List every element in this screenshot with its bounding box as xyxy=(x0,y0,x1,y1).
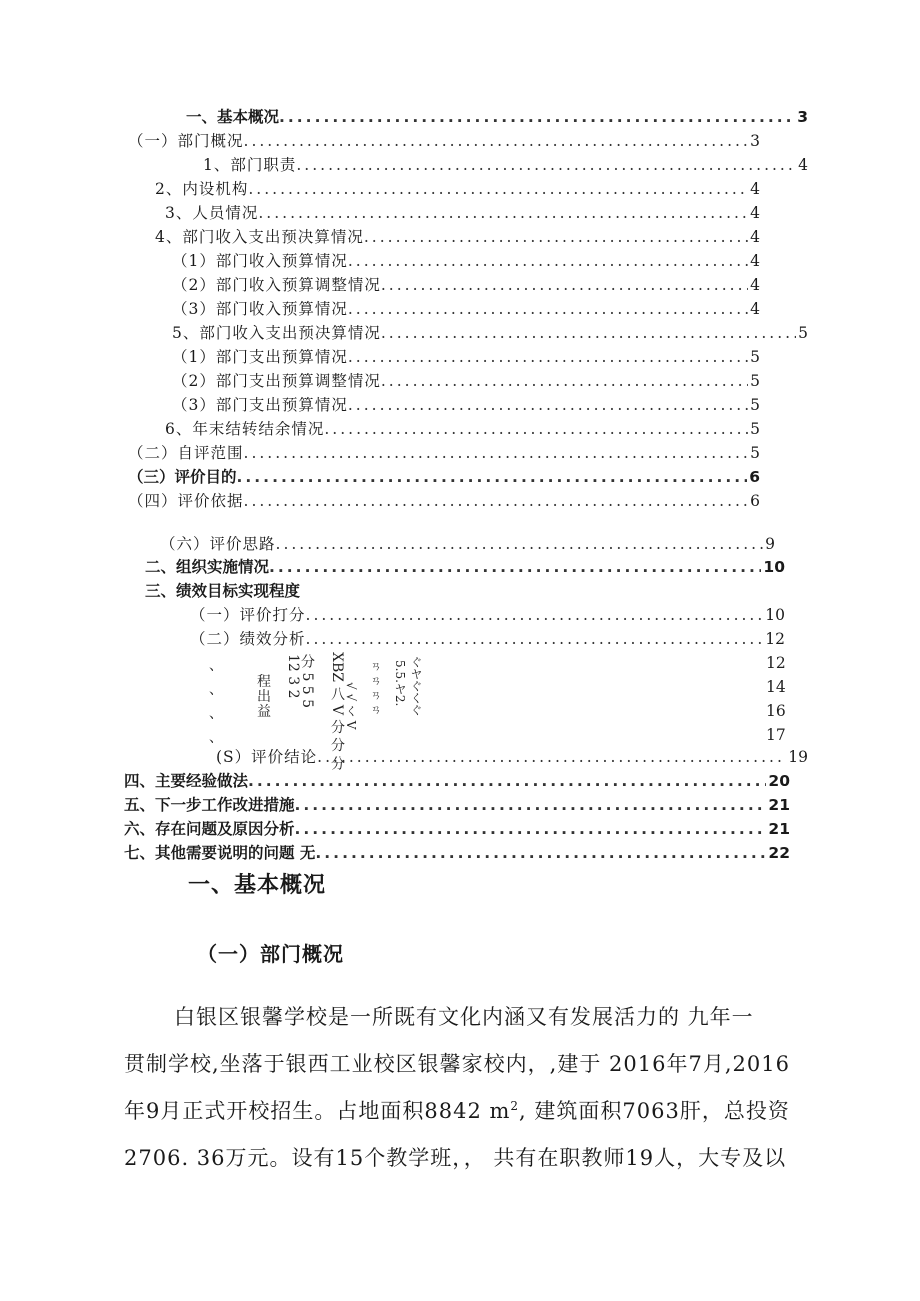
toc-entry-title: （三）评价目的 xyxy=(128,468,237,486)
paragraph-line: 白银区银馨学校是一所既有文化内涵又有发展活力的 九年一 xyxy=(174,1005,754,1029)
toc-entry-page: 5 xyxy=(750,420,760,438)
toc-entry-page: 5 xyxy=(750,372,760,390)
garbled-text: ㄢ ㄢ ㄢ ㄢ xyxy=(369,660,382,715)
garbled-text: 、 xyxy=(209,706,223,722)
toc-entry-title: 一、基本概况 xyxy=(186,108,280,126)
toc-entry-title: 五、下一步工作改进措施 xyxy=(124,796,295,814)
toc-entry-page: 3 xyxy=(750,132,760,150)
garbled-text: ぐヤぐくぐ xyxy=(409,656,423,716)
toc-entry-title: 5、部门收入支出预决算情况 xyxy=(172,324,381,342)
toc-entry[interactable] xyxy=(128,442,760,464)
toc-entry[interactable] xyxy=(124,770,790,792)
toc-entry-page: 9 xyxy=(765,535,775,553)
paragraph-line: 年9月正式开校招生。占地面积8842 $m^2$, 建筑面积7063肝，总投资 xyxy=(124,1099,790,1123)
toc-entry-title: （一）评价打分 xyxy=(190,606,306,624)
toc-entry[interactable] xyxy=(172,394,760,416)
toc-entry-page: 5 xyxy=(750,348,760,366)
toc-entry-page: 21 xyxy=(768,796,790,814)
toc-entry-title: 六、存在问题及原因分析 xyxy=(124,820,295,838)
toc-entry-title: （1）部门收入预算情况 xyxy=(172,252,348,270)
subsection-heading: （一）部门概况 xyxy=(197,942,344,966)
garbled-text: √ √ く V xyxy=(344,682,358,730)
toc-entry-page: 6 xyxy=(749,468,760,486)
toc-entry[interactable] xyxy=(172,298,760,320)
toc-entry[interactable] xyxy=(172,346,760,368)
toc-entry-page: 5 xyxy=(798,324,808,342)
toc-entry[interactable] xyxy=(186,106,808,128)
toc-entry-page: 4 xyxy=(750,204,760,222)
toc-entry-title: （四）评价依据 xyxy=(128,492,244,510)
section-heading: 一、基本概况 xyxy=(188,873,327,898)
garbled-text: 分 5 5 5 xyxy=(299,654,315,709)
toc-entry-title: （1）部门支出预算情况 xyxy=(172,348,348,366)
paragraph-line: 贯制学校,坐落于银西工业校区银馨家校内，,建于 2016年7月,2016 xyxy=(124,1052,790,1076)
toc-entry-page: 4 xyxy=(750,180,760,198)
toc-entry-title: 七、其他需要说明的问题 无 xyxy=(124,844,316,862)
toc-entry-title: 二、组织实施情况 xyxy=(145,558,270,576)
toc-entry[interactable] xyxy=(172,370,760,392)
toc-entry[interactable] xyxy=(124,794,790,816)
toc-entry-title: （六）评价思路 xyxy=(160,535,276,553)
toc-entry-page: 4 xyxy=(750,228,760,246)
toc-entry-page: 4 xyxy=(750,252,760,270)
toc-entry-title: （二）绩效分析 xyxy=(190,630,306,648)
garbled-text: 程 xyxy=(257,674,271,690)
toc-entry[interactable] xyxy=(145,556,785,578)
toc-entry-title: （二）自评范围 xyxy=(128,444,244,462)
toc-entry[interactable] xyxy=(128,466,760,488)
garbled-page-number: 14 xyxy=(766,678,786,696)
toc-entry-title: （2）部门收入预算调整情况 xyxy=(172,276,381,294)
toc-entry-title: （3）部门支出预算情况 xyxy=(172,396,348,414)
toc-entry-page: 19 xyxy=(788,748,808,766)
toc-entry[interactable] xyxy=(190,604,785,626)
toc-entry-title: (S）评价结论 xyxy=(216,748,318,766)
garbled-text: 出 xyxy=(257,689,271,705)
toc-entry[interactable] xyxy=(128,490,760,512)
garbled-page-number: 12 xyxy=(766,654,786,672)
toc-entry[interactable] xyxy=(172,322,808,344)
toc-entry-title: 2、内设机构 xyxy=(155,180,249,198)
garbled-text: 益 xyxy=(257,704,271,720)
garbled-text: 12 3 2 xyxy=(285,654,301,699)
garbled-text: 、 xyxy=(209,730,223,746)
toc-entry-page: 5 xyxy=(750,444,760,462)
toc-entry[interactable] xyxy=(172,274,760,296)
toc-entry-page: 3 xyxy=(797,108,808,126)
toc-entry-title: 3、人员情况 xyxy=(165,204,259,222)
toc-entry[interactable] xyxy=(160,533,775,555)
toc-entry[interactable] xyxy=(165,418,760,440)
toc-entry-title: 4、部门收入支出预决算情况 xyxy=(155,228,364,246)
paragraph-line: 2706. 36万元。设有15个教学班，， 共有在职教师19人，大专及以 xyxy=(124,1146,787,1170)
toc-entry-title: 三、绩效目标实现程度 xyxy=(145,582,301,600)
toc-entry[interactable] xyxy=(190,628,785,650)
garbled-text: 、 xyxy=(209,682,223,698)
toc-entry-page: 21 xyxy=(768,820,790,838)
toc-entry[interactable] xyxy=(145,580,385,602)
toc-entry-page: 4 xyxy=(750,276,760,294)
toc-entry[interactable] xyxy=(203,154,808,176)
toc-entry-page: 20 xyxy=(768,772,790,790)
toc-entry-title: 6、年末结转结余情况 xyxy=(165,420,325,438)
toc-entry[interactable] xyxy=(128,130,760,152)
toc-entry-title: （一）部门概况 xyxy=(128,132,244,150)
garbled-text: 5.5.ヤ2. xyxy=(393,660,407,707)
garbled-text: 、 xyxy=(209,658,223,674)
garbled-page-number: 16 xyxy=(766,702,786,720)
toc-entry-page: 4 xyxy=(798,156,808,174)
toc-entry-page: 22 xyxy=(768,844,790,862)
toc-entry[interactable] xyxy=(155,226,760,248)
toc-entry-page: 4 xyxy=(750,300,760,318)
toc-entry[interactable] xyxy=(155,178,760,200)
toc-entry-title: 1、部门职责 xyxy=(203,156,297,174)
toc-entry-title: （2）部门支出预算调整情况 xyxy=(172,372,381,390)
toc-entry[interactable] xyxy=(124,818,790,840)
toc-entry[interactable] xyxy=(216,746,808,768)
toc-entry[interactable] xyxy=(172,250,760,272)
garbled-text: XBZ 八 V 分 分 分 xyxy=(329,652,345,771)
toc-entry[interactable] xyxy=(165,202,760,224)
toc-entry-title: （3）部门收入预算情况 xyxy=(172,300,348,318)
garbled-page-number: 17 xyxy=(766,726,786,744)
toc-entry-page: 5 xyxy=(750,396,760,414)
toc-entry-page: 10 xyxy=(765,606,785,624)
toc-entry-page: 6 xyxy=(750,492,760,510)
toc-entry[interactable] xyxy=(124,842,790,864)
toc-entry-title: 四、主要经验做法 xyxy=(124,772,249,790)
toc-entry-page: 12 xyxy=(765,630,785,648)
toc-entry-page: 10 xyxy=(763,558,785,576)
